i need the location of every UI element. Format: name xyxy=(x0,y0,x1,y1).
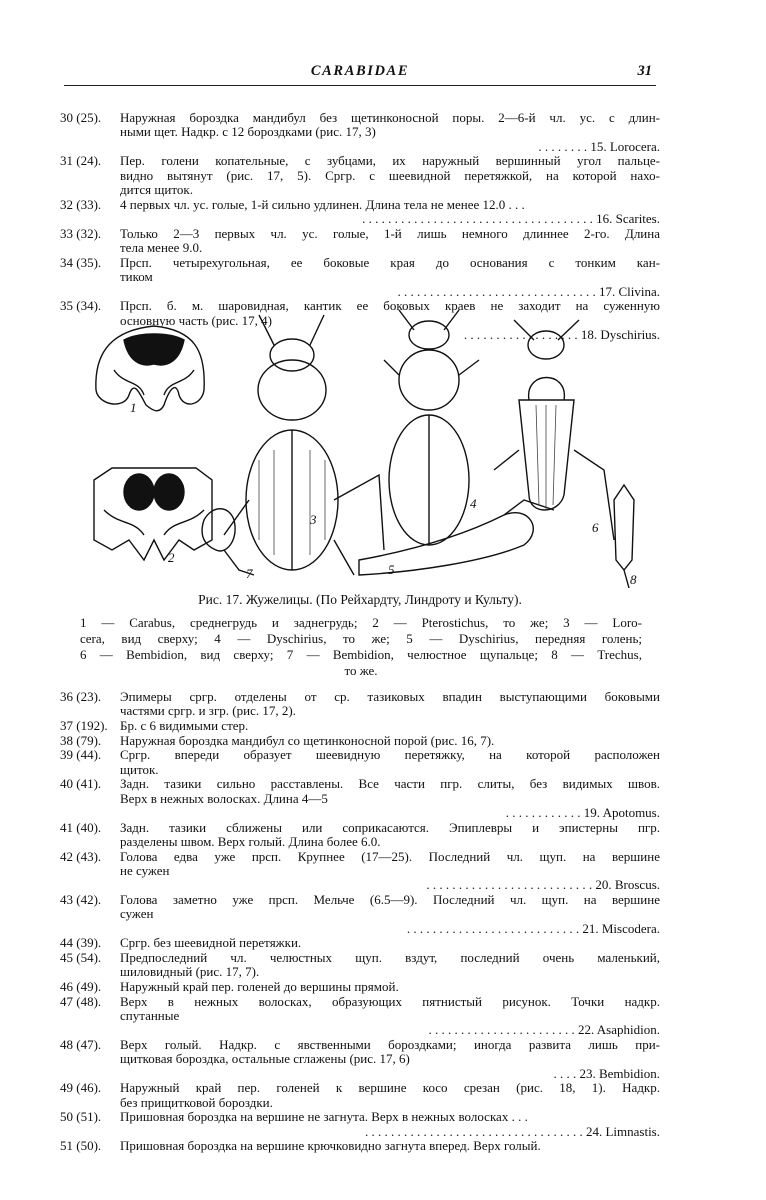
entry-text-line: Предпоследний чл. челюстных щуп. вздут, последний очень маленький, xyxy=(120,950,660,965)
entry-text xyxy=(120,821,660,850)
entry-text-line: щитковая бороздка, остальные сглажены (рис. 17, 6) xyxy=(120,1051,410,1067)
figure-label-1: 1 xyxy=(130,400,137,415)
entry-taxon-result: . . . . . . . . . . . . . . . . . . . . . . . . . . 20. Broscus. xyxy=(426,877,660,893)
page-number: 31 xyxy=(637,63,652,79)
entry-text-line: Верх в нежных волосках. Длина 4—5 xyxy=(120,790,328,806)
key-entries-bottom xyxy=(60,690,660,1154)
key-entry xyxy=(60,951,660,980)
lorocera-habitus-drawing xyxy=(224,315,384,575)
entry-text-line: спутанные xyxy=(120,1008,180,1023)
entry-text-line: дится щиток. xyxy=(120,182,193,198)
entry-number: 51 (50). xyxy=(60,1138,102,1154)
key-entry xyxy=(60,821,660,850)
entry-text xyxy=(120,1038,660,1081)
entry-taxon-result: . . . . . . . . . . . . . . . . . . 18. Dyschirius. xyxy=(463,327,660,343)
key-entry xyxy=(60,690,660,719)
entry-text-line: основную часть (рис. 17, 4) xyxy=(120,312,272,328)
entry-text-line: Наружный край пер. голеней к вершине косо срезан (рис. 18, 1). Надкр. xyxy=(120,1080,660,1096)
key-entry xyxy=(60,980,660,994)
entry-text-line: Эпимеры сргр. отделены от ср. тазиковых впадин выступающими боковыми xyxy=(120,689,660,704)
header-rule xyxy=(64,85,656,86)
entry-number: 41 (40). xyxy=(60,819,102,835)
entry-text-line: Пер. голени копательные, с зубцами, их наружный вершинный угол пальце- xyxy=(120,153,660,169)
entry-text-line: Голова едва уже прсп. Крупнее (17—25). Последний чл. щуп. на вершине xyxy=(120,848,660,864)
entry-number: 42 (43). xyxy=(60,848,102,864)
entry-text-line: Бр. с 6 видимыми стер. xyxy=(120,718,249,733)
figure-legend-line: 1 — Carabus, среднегрудь и заднегрудь; 2 — Pterostichus, то же; 3 — Loro- xyxy=(80,615,642,630)
entry-number: 40 (41). xyxy=(60,776,102,792)
entry-text-line: видно вытянут (рис. 17, 5). Сргр. с шеевидной перетяжкой, на которой нахо- xyxy=(120,167,660,183)
entry-taxon-result: . . . . . . . . . . . . 19. Apotomus. xyxy=(505,805,660,820)
entry-text-line: Прсп. б. м. шаровидная, кантик ее боковых краев не заходит на суженную xyxy=(120,298,660,314)
figure-label-4: 4 xyxy=(470,496,477,511)
bembidion-habitus-drawing xyxy=(494,320,614,540)
entry-text-line: Наружная бороздка мандибул без щетинконосной поры. 2—6-й чл. ус. с длин- xyxy=(120,110,660,125)
figure-label-5: 5 xyxy=(388,562,395,577)
figure-label-7: 7 xyxy=(246,566,253,581)
entry-number: 47 (48). xyxy=(60,993,102,1009)
running-title: CARABIDAE xyxy=(310,63,410,79)
key-entry xyxy=(60,995,660,1038)
entry-text xyxy=(120,980,660,994)
entry-number: 37 (192). xyxy=(60,718,108,733)
entry-text-line: тиком xyxy=(120,269,153,285)
entry-number: 31 (24). xyxy=(60,153,102,169)
entry-text xyxy=(120,951,660,980)
entry-text xyxy=(120,227,660,256)
entry-number: 49 (46). xyxy=(60,1080,102,1096)
entry-text-line: Верх в нежных волосках, образующих пятнистый рисунок. Точки надкр. xyxy=(120,993,660,1009)
entry-number: 48 (47). xyxy=(60,1037,102,1052)
entry-text-line: тела менее 9.0. xyxy=(120,240,203,256)
entry-taxon-result: . . . . . . . . . . . . . . . . . . . . . . . . . . . . . . . 17. Clivina. xyxy=(397,283,660,299)
entry-text-line: Пришовная бороздка на вершине крючковидно загнута вперед. Верх голый. xyxy=(120,1138,541,1154)
entry-number: 44 (39). xyxy=(60,935,102,951)
entry-text xyxy=(120,690,660,719)
entry-text-line: Прсп. четырехугольная, ее боковые края до основания с тонким кан- xyxy=(120,254,660,270)
entry-text xyxy=(120,154,660,197)
running-header xyxy=(64,63,656,85)
entry-number: 45 (54). xyxy=(60,950,102,965)
entry-text xyxy=(120,1110,660,1139)
entry-text-line: Голова заметно уже прсп. Мельче (6.5—9). Последний чл. щуп. на вершине xyxy=(120,892,660,907)
key-entry xyxy=(60,850,660,893)
entry-text-line: шиловидный (рис. 17, 7). xyxy=(120,964,260,980)
entry-text-line: щиток. xyxy=(120,761,159,777)
entry-number: 32 (33). xyxy=(60,196,102,212)
key-entry xyxy=(60,1081,660,1110)
entry-taxon-result: . . . . . . . . . . . . . . . . . . . . . . . . . . . 21. Miscodera. xyxy=(406,920,660,936)
key-entry xyxy=(60,777,660,820)
carabus-thorax-drawing xyxy=(96,326,204,411)
entry-taxon-result: . . . . . . . . . . . . . . . . . . . . . . . . . . . . . . . . . . 24. Limnastis. xyxy=(364,1123,660,1139)
figure-caption: Рис. 17. Жужелицы. (По Рейхардту, Линдроту и Культу). xyxy=(198,592,522,607)
entry-number: 43 (42). xyxy=(60,892,102,907)
entry-text-line: не сужен xyxy=(120,863,170,878)
figure-label-6: 6 xyxy=(592,520,599,535)
entry-text-line: Верх голый. Надкр. с явственными бороздками; иногда развита лишь при- xyxy=(120,1037,660,1052)
entry-text-line: Пришовная бороздка на вершине не загнута. Верх в нежных волосках . . . xyxy=(120,1109,528,1125)
entry-text xyxy=(120,748,660,777)
entry-text-line: Задн. тазики сильно расставлены. Все части пгр. слиты, без видимых швов. xyxy=(120,776,660,792)
entry-text xyxy=(120,1081,660,1110)
dyschirius-habitus-drawing xyxy=(384,310,479,545)
entry-text-line: Сргр. впереди образует шеевидную перетяжку, на которой расположен xyxy=(120,747,660,763)
key-entry xyxy=(60,893,660,936)
entry-text-line: 4 первых чл. ус. голые, 1-й сильно удлинен. Длина тела не менее 12.0 . . . xyxy=(120,196,525,212)
entry-text xyxy=(120,1139,660,1153)
figure-label-3: 3 xyxy=(310,512,317,527)
entry-taxon-result: . . . . . . . . . . . . . . . . . . . . . . . 22. Asaphidion. xyxy=(428,1022,660,1038)
entry-number: 34 (35). xyxy=(60,254,102,270)
entry-text-line: Наружная бороздка мандибул со щетинконосной порой (рис. 16, 7). xyxy=(120,732,495,748)
key-entry xyxy=(60,734,660,748)
figure-legend-line: 6 — Bembidion, вид сверху; 7 — Bembidion, челюстное щупальце; 8 — Trechus, xyxy=(80,647,642,662)
figure-17-illustrations xyxy=(84,300,644,588)
entry-text xyxy=(120,936,660,950)
entry-text xyxy=(120,734,660,748)
entry-text-line: частями сргр. и згр. (рис. 17, 2). xyxy=(120,703,296,719)
entry-text xyxy=(120,850,660,893)
entry-text xyxy=(120,198,660,227)
entry-number: 50 (51). xyxy=(60,1109,102,1125)
entry-text xyxy=(120,777,660,820)
entry-text xyxy=(120,995,660,1038)
figure-legend-line: cera, вид сверху; 4 — Dyschirius, то же; 5 — Dyschirius, передняя голень; xyxy=(80,631,642,646)
key-entry xyxy=(60,1110,660,1139)
entry-text-line: ными щет. Надкр. с 12 бороздками (рис. 17, 3) xyxy=(120,124,376,140)
entry-number: 33 (32). xyxy=(60,225,102,241)
entry-text-line: Задн. тазики сближены или соприкасаются. Эпиплевры и эпистерны пгр. xyxy=(120,819,660,835)
key-entry xyxy=(60,198,660,227)
entry-taxon-result: . . . . 23. Bembidion. xyxy=(553,1065,660,1081)
key-entry xyxy=(60,227,660,256)
entry-number: 35 (34). xyxy=(60,298,102,314)
figure-label-8: 8 xyxy=(630,572,637,587)
entry-taxon-result: . . . . . . . . . . . . . . . . . . . . . . . . . . . . . . . . . . . . 16. Scarites. xyxy=(362,211,660,227)
entry-text xyxy=(120,111,660,154)
entry-text-line: Только 2—3 первых чл. ус. голые, 1-й лишь немного длиннее 2-го. Длина xyxy=(120,225,660,241)
entry-number: 30 (25). xyxy=(60,110,102,125)
entry-number: 39 (44). xyxy=(60,747,102,763)
entry-text xyxy=(120,893,660,936)
key-entry xyxy=(60,1139,660,1153)
key-entry xyxy=(60,256,660,299)
entry-number: 36 (23). xyxy=(60,689,102,704)
pterostichus-thorax-drawing xyxy=(94,468,212,560)
entry-number: 38 (79). xyxy=(60,732,102,748)
key-entry xyxy=(60,1038,660,1081)
key-entry xyxy=(60,154,660,197)
key-entry xyxy=(60,748,660,777)
key-entry xyxy=(60,936,660,950)
entry-text xyxy=(120,256,660,299)
entry-text-line: Сргр. без шеевидной перетяжки. xyxy=(120,935,302,951)
entry-taxon-result: . . . . . . . . 15. Lorocera. xyxy=(538,138,660,154)
entry-text-line: без прищитковой бороздки. xyxy=(120,1094,273,1110)
key-entry xyxy=(60,111,660,154)
figure-label-2: 2 xyxy=(168,550,175,565)
entry-text xyxy=(120,719,660,733)
key-entry xyxy=(60,719,660,733)
figure-legend-line: то же. xyxy=(344,663,378,678)
entry-number: 46 (49). xyxy=(60,979,102,994)
entry-text-line: разделены швом. Верх голый. Длина более 6.0. xyxy=(120,834,381,849)
entry-text-line: сужен xyxy=(120,906,154,922)
entry-text-line: Наружный край пер. голеней до вершины прямой. xyxy=(120,979,399,994)
figure-legend xyxy=(80,615,642,679)
